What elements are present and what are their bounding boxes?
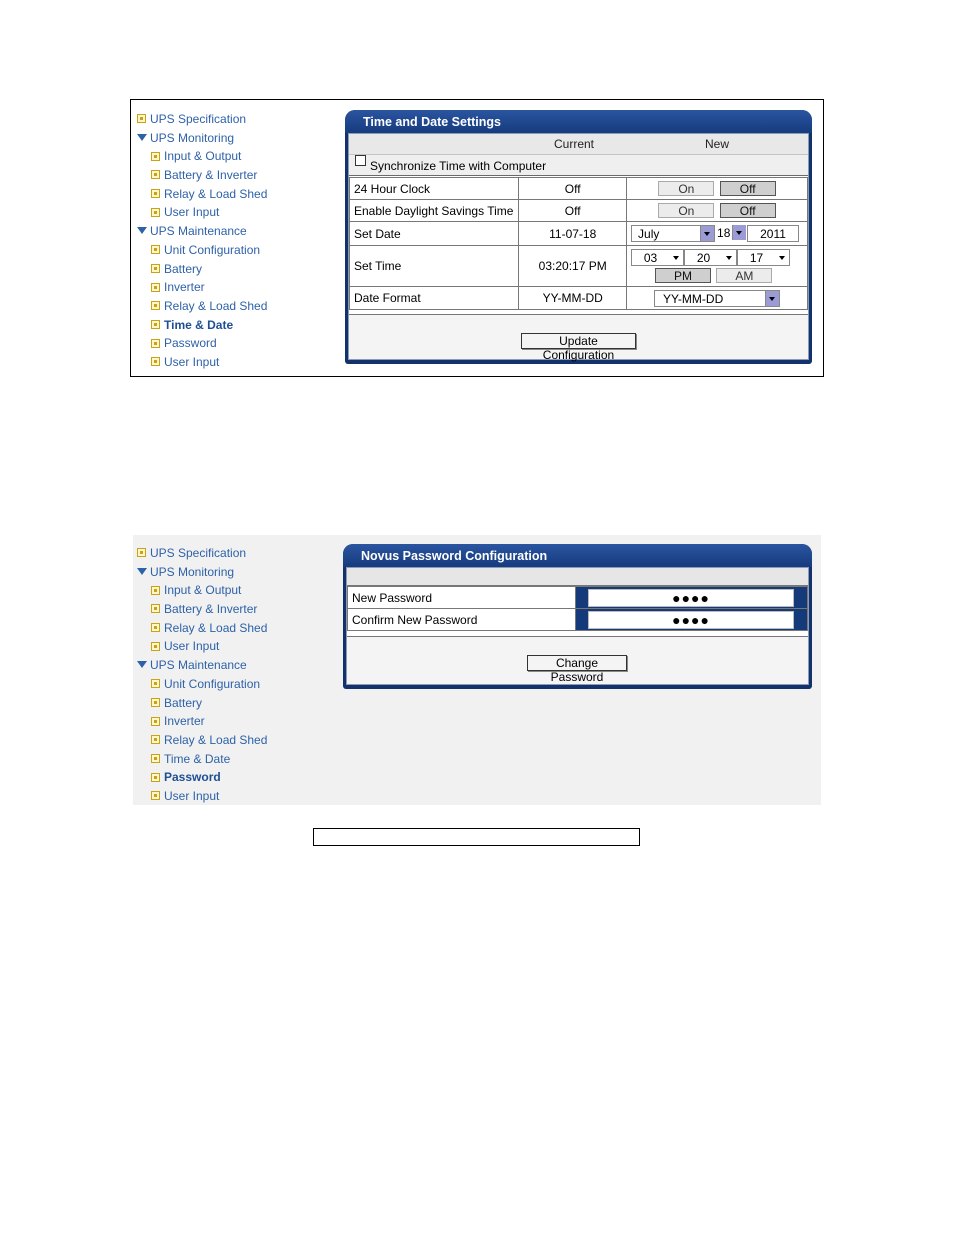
page-square-icon [151,301,160,310]
sidebar-item-label: Relay & Load Shed [164,298,268,313]
sidebar-item-label: User Input [164,639,220,654]
page-square-icon [151,754,160,763]
column-current: Current [554,137,595,151]
panel-title: Time and Date Settings [345,110,812,133]
am-button[interactable]: AM [716,268,772,283]
sidebar-item-label: Password [164,770,221,785]
format-current: YY-MM-DD [519,287,627,310]
table-row [350,200,808,222]
hour-value: 03 [643,251,658,265]
sidebar-item-label: UPS Monitoring [150,130,235,145]
sidebar-item-label: Password [164,336,217,351]
sidebar-item-input-output[interactable] [137,581,267,600]
minute-select[interactable] [684,249,737,266]
clock-on-button[interactable]: On [658,181,714,196]
sidebar-item-label: Unit Configuration [164,676,261,691]
sidebar-item-label: Unit Configuration [164,242,261,257]
sidebar-item-password[interactable] [137,768,267,787]
page-square-icon [151,283,160,292]
sidebar-item-battery-inverter[interactable] [137,600,267,619]
password-table [347,586,808,631]
page-square-icon [151,245,160,254]
clock-off-button[interactable]: Off [720,181,776,196]
page-square-icon [151,152,160,161]
sidebar-item-ups-monitoring[interactable] [137,129,267,148]
date-format-select[interactable] [654,290,780,307]
sidebar-item-label: UPS Specification [150,546,247,560]
month-select[interactable] [631,225,715,242]
sidebar-item-battery[interactable] [137,260,267,279]
column-new: New [705,137,730,151]
sidebar-item-label: Relay & Load Shed [164,186,268,201]
sidebar-item-user-input[interactable] [137,353,267,372]
date-label: Set Date [350,222,519,246]
chevron-down-icon [776,250,789,265]
sidebar-item-label: UPS Maintenance [150,224,247,239]
confirm-password-input[interactable]: ●●●● [588,611,794,629]
clock-current: Off [519,178,627,200]
sidebar-item-label: User Input [164,354,220,369]
sidebar-item-label: Time & Date [164,751,231,766]
dst-label: Enable Daylight Savings Time [350,200,519,222]
sidebar-item-label: Input & Output [164,149,242,164]
minute-value: 20 [696,251,711,265]
sync-row [349,155,808,176]
sidebar-item-time-date[interactable] [137,316,267,335]
page-square-icon [151,717,160,726]
panel-body [348,133,809,360]
expand-triangle-icon [137,134,147,141]
page-square-icon [151,170,160,179]
table-row [348,587,808,609]
time-label: Set Time [350,246,519,287]
sidebar-item-label: UPS Monitoring [150,564,235,579]
new-password-input[interactable]: ●●●● [588,589,794,607]
format-label: Date Format [350,287,519,310]
time-date-screenshot [130,99,824,377]
sidebar-item-user-input[interactable] [137,637,267,656]
sidebar-item-label: User Input [164,788,220,803]
page-square-icon [151,642,160,651]
expand-triangle-icon [137,227,147,234]
format-value: YY-MM-DD [663,291,724,306]
page-square-icon [151,679,160,688]
chevron-down-icon [700,226,714,241]
update-configuration-button[interactable]: Update Configuration [521,333,636,349]
page-square-icon [151,791,160,800]
year-input[interactable]: 2011 [747,225,799,242]
sidebar-item-ups-specification[interactable] [137,544,267,563]
sidebar-item-ups-maintenance[interactable] [137,222,267,241]
sidebar-item-label: Inverter [164,280,205,295]
page-square-icon [151,339,160,348]
second-value: 17 [749,251,764,265]
expand-triangle-icon [137,568,147,575]
sidebar-item-label: User Input [164,205,220,220]
page-square-icon [151,208,160,217]
page-square-icon [151,604,160,613]
chevron-down-icon [732,225,746,240]
month-value: July [638,227,660,241]
page-square-icon [151,586,160,595]
dst-current: Off [519,200,627,222]
time-date-panel [345,110,812,364]
password-screenshot [133,535,821,805]
panel-body [346,567,809,685]
page-square-icon [137,548,146,557]
sidebar-item-label: Relay & Load Shed [164,732,268,747]
sidebar-item-ups-specification[interactable] [137,110,267,129]
sidebar-item-user-input[interactable] [137,787,267,806]
column-header [347,568,808,586]
page-square-icon [151,623,160,632]
table-row [350,178,808,200]
sidebar-item-label: Battery & Inverter [164,168,258,183]
sidebar-item-battery[interactable] [137,694,267,713]
sidebar-item-inverter[interactable] [137,278,267,297]
caption-box [313,828,640,846]
second-select[interactable] [737,249,790,266]
page-square-icon [151,264,160,273]
change-password-button[interactable]: Change Password [527,655,627,671]
day-select[interactable] [715,225,746,242]
sidebar-item-label: Battery [164,695,203,710]
sidebar-item-ups-monitoring[interactable] [137,563,267,582]
panel-footer [349,314,808,362]
sidebar-item-label: Battery & Inverter [164,602,258,617]
chevron-down-icon [670,250,683,265]
sidebar-item-relay-load-shed[interactable] [137,297,267,316]
sidebar-item-label: UPS Specification [150,112,247,126]
time-current: 03:20:17 PM [519,246,627,287]
panel-footer [347,636,808,684]
clock-label: 24 Hour Clock [350,178,519,200]
sidebar-item-relay-load-shed[interactable] [137,731,267,750]
sidebar-item-relay-load-shed[interactable] [137,185,267,204]
expand-triangle-icon [137,661,147,668]
sidebar-item-unit-configuration[interactable] [137,241,267,260]
sidebar-item-password[interactable] [137,334,267,353]
sidebar-item-unit-configuration[interactable] [137,675,267,694]
page-square-icon [151,320,160,329]
sync-checkbox[interactable] [355,155,366,166]
sidebar-item-input-output[interactable] [137,147,267,166]
table-row [348,609,808,631]
dst-off-button[interactable]: Off [720,203,776,218]
sidebar-item-label: Inverter [164,714,205,729]
sidebar-nav [137,110,267,372]
sidebar-item-time-date[interactable] [137,750,267,769]
sidebar-item-label: Battery [164,261,203,276]
date-current: 11-07-18 [519,222,627,246]
sidebar-item-label: Time & Date [164,317,234,332]
chevron-down-icon [723,250,736,265]
column-header [349,134,808,155]
dst-on-button[interactable]: On [658,203,714,218]
page-square-icon [151,189,160,198]
sync-label: Synchronize Time with Computer [370,159,547,173]
sidebar-item-relay-load-shed[interactable] [137,619,267,638]
table-row [350,222,808,246]
table-row [350,246,808,287]
panel-title: Novus Password Configuration [343,544,812,567]
sidebar-item-label: Relay & Load Shed [164,620,268,635]
page-square-icon [151,735,160,744]
password-panel [343,544,812,689]
sidebar-item-ups-maintenance[interactable] [137,656,267,675]
pm-button[interactable]: PM [655,268,711,283]
new-password-label: New Password [348,587,576,609]
day-value: 18 [717,226,731,240]
page-square-icon [151,773,160,782]
hour-select[interactable] [631,249,684,266]
page-square-icon [151,698,160,707]
sidebar-item-label: UPS Maintenance [150,658,247,673]
sidebar-item-label: Input & Output [164,583,242,598]
sidebar-nav [137,544,267,806]
settings-table [349,177,808,310]
confirm-password-label: Confirm New Password [348,609,576,631]
chevron-down-icon [765,291,779,306]
sidebar-item-user-input[interactable] [137,203,267,222]
sidebar-item-battery-inverter[interactable] [137,166,267,185]
sidebar-item-inverter[interactable] [137,712,267,731]
table-row [350,287,808,310]
page-square-icon [151,357,160,366]
page-square-icon [137,114,146,123]
